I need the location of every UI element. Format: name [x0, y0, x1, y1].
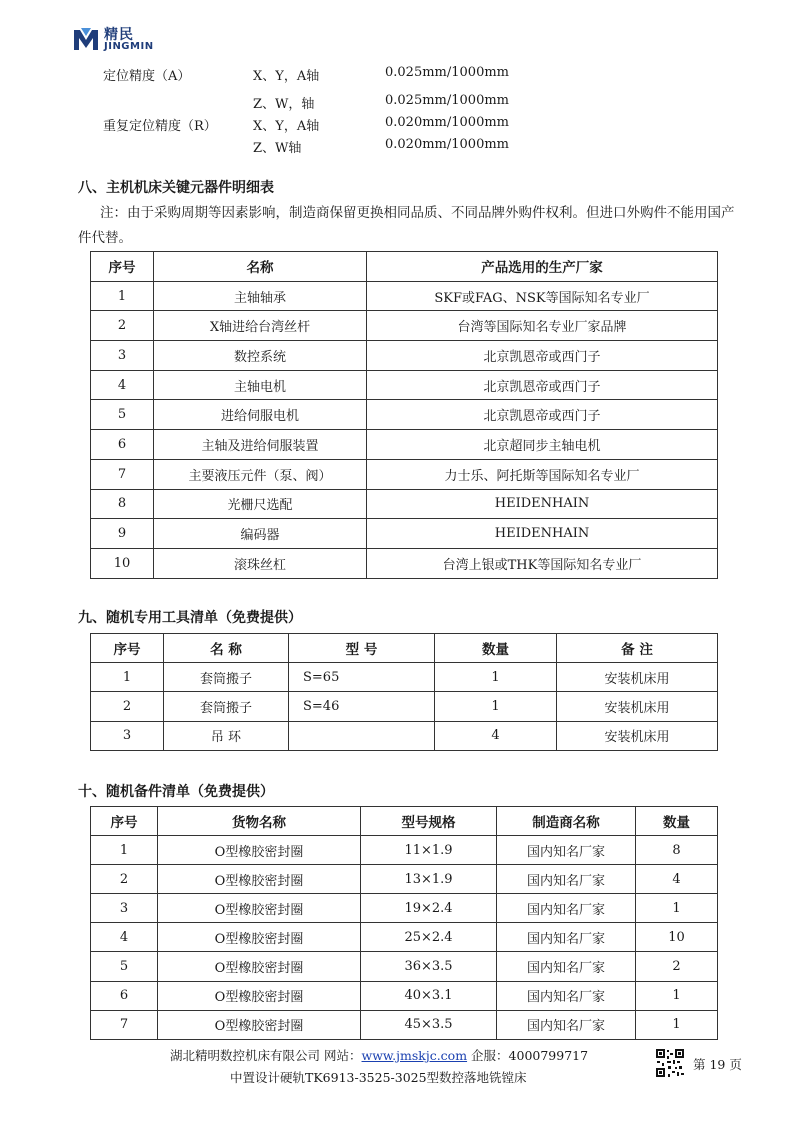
key-components-table [90, 251, 718, 579]
spare-parts-table [90, 806, 718, 1040]
table-row [91, 894, 718, 923]
cell: 国内知名厂家 [497, 981, 636, 1010]
cell: X轴进给台湾丝杆 [154, 311, 367, 341]
table-row [91, 400, 718, 430]
cell: 40×3.1 [361, 981, 497, 1010]
spec-label: 定位精度（A） [103, 69, 191, 84]
cell: 1 [636, 981, 718, 1010]
header-cell: 数量 [435, 634, 557, 663]
section8-heading: 八、主机机床关键元器件明细表 [78, 180, 274, 196]
cell: 安装机床用 [557, 692, 718, 721]
footer-qq: 企服：4000799717 [471, 1048, 589, 1063]
table-row [91, 430, 718, 460]
header-cell: 制造商名称 [497, 807, 636, 836]
cell: 3 [91, 721, 164, 750]
qr-code-icon [655, 1048, 685, 1078]
table-header-row [91, 252, 718, 282]
cell: 1 [435, 663, 557, 692]
cell: O型橡胶密封圈 [158, 981, 361, 1010]
cell: 主轴及进给伺服装置 [154, 430, 367, 460]
footer-company: 湖北精明数控机床有限公司 [170, 1048, 321, 1063]
header-cell: 序号 [91, 252, 154, 282]
cell: 国内知名厂家 [497, 836, 636, 865]
table-row [91, 459, 718, 489]
company-logo [72, 24, 162, 54]
spec-axes: Z、W，轴 [253, 97, 315, 112]
logo-mark-icon [72, 26, 100, 52]
cell: 6 [91, 981, 158, 1010]
cell: 2 [91, 692, 164, 721]
cell: 主要液压元件（泵、阀） [154, 459, 367, 489]
table-row [91, 981, 718, 1010]
cell: 8 [91, 489, 154, 519]
cell: 19×2.4 [361, 894, 497, 923]
header-cell: 产品选用的生产厂家 [367, 252, 718, 282]
cell: 11×1.9 [361, 836, 497, 865]
table-row [91, 836, 718, 865]
cell: O型橡胶密封圈 [158, 865, 361, 894]
cell: 45×3.5 [361, 1010, 497, 1039]
table-row [91, 548, 718, 578]
cell: 1 [435, 692, 557, 721]
cell: 3 [91, 894, 158, 923]
header-cell: 序号 [91, 807, 158, 836]
cell: 8 [636, 836, 718, 865]
header-cell: 备 注 [557, 634, 718, 663]
cell: 4 [91, 370, 154, 400]
cell: 9 [91, 519, 154, 549]
header-cell: 名称 [154, 252, 367, 282]
table-row [91, 663, 718, 692]
cell: O型橡胶密封圈 [158, 952, 361, 981]
cell: 编码器 [154, 519, 367, 549]
cell: 进给伺服电机 [154, 400, 367, 430]
cell: 吊 环 [164, 721, 289, 750]
cell: 1 [91, 663, 164, 692]
cell: 安装机床用 [557, 721, 718, 750]
cell: 国内知名厂家 [497, 923, 636, 952]
cell: 10 [636, 923, 718, 952]
spec-value: 0.020mm/1000mm [385, 137, 509, 152]
cell: 套筒搬子 [164, 692, 289, 721]
cell: 国内知名厂家 [497, 952, 636, 981]
cell: SKF或FAG、NSK等国际知名专业厂 [367, 281, 718, 311]
cell [289, 721, 435, 750]
spec-value: 0.025mm/1000mm [385, 93, 509, 108]
spec-axes: X、Y，A轴 [253, 69, 320, 84]
table-row [91, 865, 718, 894]
cell: 3 [91, 341, 154, 371]
cell: 滚珠丝杠 [154, 548, 367, 578]
footer-site-link[interactable]: www.jmskjc.com [361, 1048, 468, 1063]
table-row [91, 923, 718, 952]
cell: 台湾等国际知名专业厂家品牌 [367, 311, 718, 341]
cell: 1 [636, 894, 718, 923]
table-row [91, 370, 718, 400]
cell: 5 [91, 952, 158, 981]
header-cell: 货物名称 [158, 807, 361, 836]
header-cell: 数量 [636, 807, 718, 836]
cell: 1 [636, 1010, 718, 1039]
cell: 国内知名厂家 [497, 865, 636, 894]
cell: S=65 [289, 663, 435, 692]
logo-cn-text: 精民 [104, 27, 134, 43]
page-number: 第 19 页 [693, 1057, 742, 1072]
cell: 2 [91, 311, 154, 341]
header-cell: 型号规格 [361, 807, 497, 836]
table-header-row [91, 634, 718, 663]
cell: 13×1.9 [361, 865, 497, 894]
cell: 数控系统 [154, 341, 367, 371]
cell: 36×3.5 [361, 952, 497, 981]
cell: O型橡胶密封圈 [158, 1010, 361, 1039]
table-row [91, 721, 718, 750]
spec-label: 重复定位精度（R） [103, 119, 217, 134]
cell: O型橡胶密封圈 [158, 836, 361, 865]
cell: 4 [636, 865, 718, 894]
footer-product: 中置设计硬轨TK6913-3525-3025型数控落地铣镗床 [230, 1070, 527, 1085]
spec-value: 0.025mm/1000mm [385, 65, 509, 80]
cell: 7 [91, 459, 154, 489]
tools-table [90, 633, 718, 751]
table-row [91, 341, 718, 371]
cell: 7 [91, 1010, 158, 1039]
footer-site-label: 网站： [324, 1048, 362, 1063]
footer-contact [170, 1046, 588, 1064]
cell: 台湾上银或THK等国际知名专业厂 [367, 548, 718, 578]
table-row [91, 692, 718, 721]
spec-axes: X、Y，A轴 [253, 119, 320, 134]
header-cell: 型 号 [289, 634, 435, 663]
cell: 10 [91, 548, 154, 578]
section10-heading: 十、随机备件清单（免费提供） [78, 784, 274, 800]
table-header-row [91, 807, 718, 836]
cell: 安装机床用 [557, 663, 718, 692]
cell: 北京超同步主轴电机 [367, 430, 718, 460]
cell: 4 [91, 923, 158, 952]
logo-en-text: JINGMIN [104, 41, 154, 52]
cell: 6 [91, 430, 154, 460]
header-cell: 序号 [91, 634, 164, 663]
cell: 5 [91, 400, 154, 430]
table-row [91, 519, 718, 549]
cell: 1 [91, 836, 158, 865]
cell: 国内知名厂家 [497, 1010, 636, 1039]
cell: 4 [435, 721, 557, 750]
cell: 主轴电机 [154, 370, 367, 400]
section8-note: 注：由于采购周期等因素影响，制造商保留更换相同品质、不同品牌外购件权利。但进口外购件不能用国产件代替。 [78, 205, 735, 246]
cell: 2 [91, 865, 158, 894]
table-row [91, 311, 718, 341]
cell: O型橡胶密封圈 [158, 894, 361, 923]
cell: 力士乐、阿托斯等国际知名专业厂 [367, 459, 718, 489]
cell: 2 [636, 952, 718, 981]
cell: 主轴轴承 [154, 281, 367, 311]
cell: 北京凯恩帝或西门子 [367, 370, 718, 400]
cell: 套筒搬子 [164, 663, 289, 692]
cell: S=46 [289, 692, 435, 721]
cell: 光栅尺选配 [154, 489, 367, 519]
header-cell: 名 称 [164, 634, 289, 663]
spec-value: 0.020mm/1000mm [385, 115, 509, 130]
section9-heading: 九、随机专用工具清单（免费提供） [78, 610, 302, 626]
cell: HEIDENHAIN [367, 489, 718, 519]
cell: 北京凯恩帝或西门子 [367, 341, 718, 371]
cell: O型橡胶密封圈 [158, 923, 361, 952]
table-row [91, 489, 718, 519]
spec-axes: Z、W轴 [253, 141, 302, 156]
table-row [91, 1010, 718, 1039]
cell: 北京凯恩帝或西门子 [367, 400, 718, 430]
cell: 国内知名厂家 [497, 894, 636, 923]
cell: 1 [91, 281, 154, 311]
table-row [91, 281, 718, 311]
cell: 25×2.4 [361, 923, 497, 952]
cell: HEIDENHAIN [367, 519, 718, 549]
table-row [91, 952, 718, 981]
